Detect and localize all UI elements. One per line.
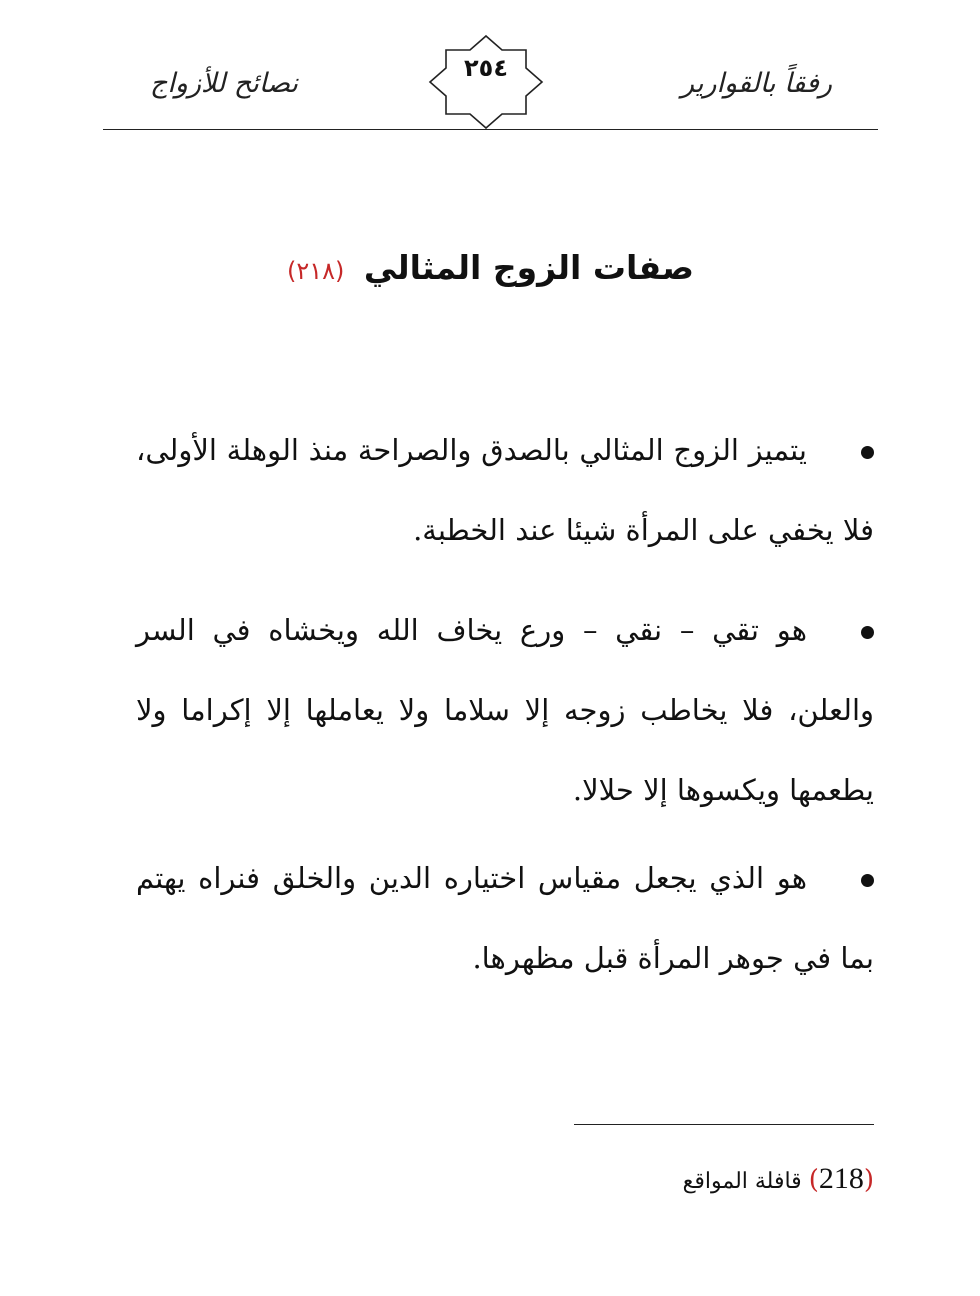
bullet-paragraph <box>136 410 874 570</box>
header-divider <box>103 129 878 130</box>
page-number: ٢٥٤ <box>464 54 508 82</box>
paragraph-text: هو تقي – نقي – ورع يخاف الله ويخشاه في السر والعلن، فلا يخاطب زوجه إلا سلاما ولا يعاملها إلا إكراما ولا يطعمها ويكسوها إلا حلالا. <box>136 613 874 807</box>
paragraph-text: يتميز الزوج المثالي بالصدق والصراحة منذ الوهلة الأولى، فلا يخفي على المرأة شيئا عند الخطبة. <box>136 433 874 547</box>
footnote <box>683 1162 874 1196</box>
paragraph-text: هو الذي يجعل مقياس اختياره الدين والخلق فنراه يهتم بما في جوهر المرأة قبل مظهرها. <box>136 861 874 975</box>
footnote-open-paren: ( <box>863 1165 874 1195</box>
page-number-star-frame <box>428 34 544 130</box>
footnote-divider <box>574 1124 874 1125</box>
footnote-reference: (٢١٨) <box>286 257 345 285</box>
bullet-icon <box>861 446 874 459</box>
header-series-title: رفقاً بالقوارير <box>681 68 832 99</box>
bullet-icon <box>861 874 874 887</box>
footnote-text: قافلة المواقع <box>682 1169 802 1194</box>
bullet-paragraph <box>136 838 874 998</box>
section-title <box>103 248 878 287</box>
section-title-text: صفات الزوج المثالي <box>363 248 695 287</box>
footnote-number: 218 <box>818 1162 864 1195</box>
footnote-close-paren: ) <box>808 1165 819 1195</box>
bullet-icon <box>861 626 874 639</box>
header-book-title: نصائح للأزواج <box>150 68 299 99</box>
bullet-paragraph <box>136 590 874 830</box>
